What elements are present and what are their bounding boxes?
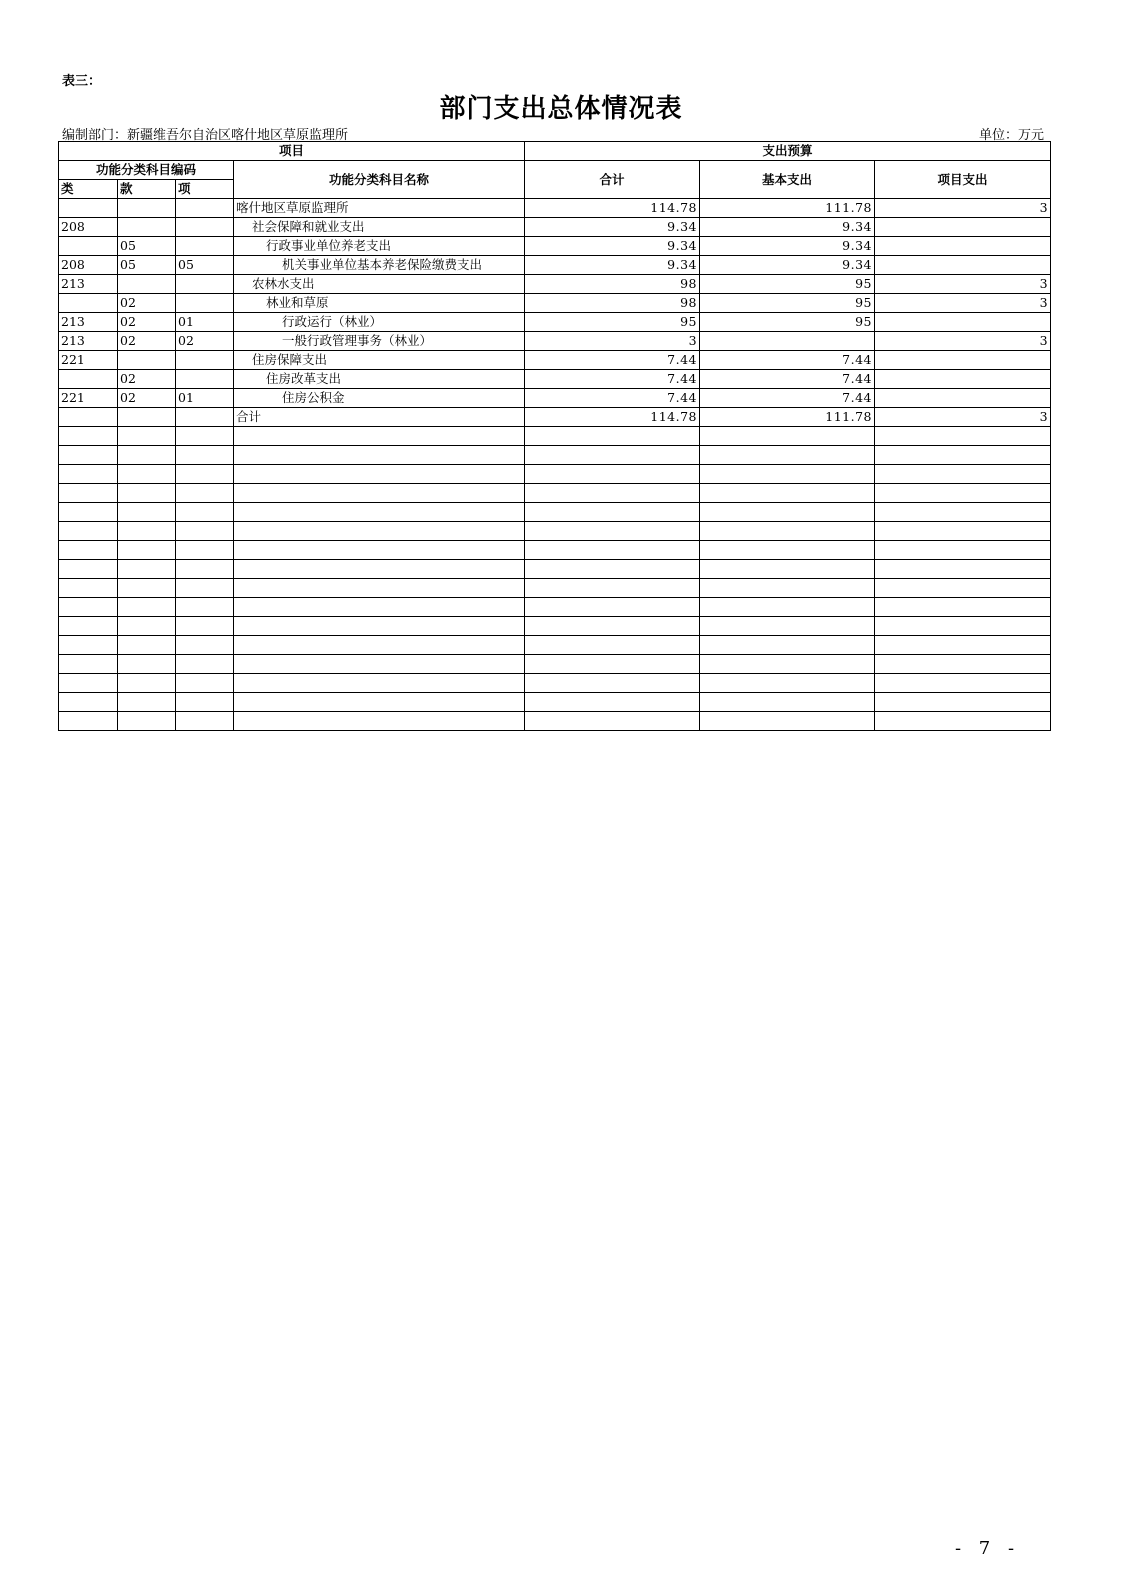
cell-total: 7.44: [525, 370, 700, 389]
empty-cell: [875, 674, 1051, 693]
cell-lei: 221: [59, 351, 118, 370]
empty-cell: [525, 446, 700, 465]
empty-cell: [59, 693, 118, 712]
cell-project: [875, 218, 1051, 237]
empty-cell: [118, 674, 176, 693]
table-row: [59, 313, 1051, 332]
empty-cell: [525, 465, 700, 484]
cell-basic: 9.34: [700, 218, 875, 237]
header-xiang: 项: [176, 180, 234, 199]
empty-cell: [234, 693, 525, 712]
empty-cell: [176, 560, 234, 579]
cell-kuan: [118, 275, 176, 294]
empty-cell: [234, 503, 525, 522]
cell-project: [875, 370, 1051, 389]
cell-kuan: 02: [118, 370, 176, 389]
empty-cell: [176, 712, 234, 731]
cell-project: [875, 351, 1051, 370]
cell-total: 98: [525, 275, 700, 294]
table-body: [59, 199, 1051, 731]
empty-cell: [700, 427, 875, 446]
empty-cell: [59, 655, 118, 674]
empty-row: [59, 522, 1051, 541]
empty-cell: [59, 560, 118, 579]
cell-name: 社会保障和就业支出: [234, 218, 525, 237]
cell-basic: 9.34: [700, 237, 875, 256]
empty-cell: [59, 712, 118, 731]
empty-cell: [118, 427, 176, 446]
cell-project: [875, 389, 1051, 408]
empty-cell: [700, 674, 875, 693]
cell-name: 喀什地区草原监理所: [234, 199, 525, 218]
cell-xiang: 01: [176, 313, 234, 332]
cell-lei: 221: [59, 389, 118, 408]
table-row: [59, 294, 1051, 313]
empty-cell: [700, 693, 875, 712]
empty-cell: [234, 484, 525, 503]
empty-cell: [875, 598, 1051, 617]
empty-cell: [176, 427, 234, 446]
empty-cell: [875, 693, 1051, 712]
cell-total: 7.44: [525, 351, 700, 370]
empty-cell: [59, 427, 118, 446]
empty-cell: [875, 522, 1051, 541]
empty-cell: [525, 598, 700, 617]
empty-cell: [700, 465, 875, 484]
empty-cell: [700, 617, 875, 636]
empty-cell: [176, 541, 234, 560]
empty-cell: [700, 712, 875, 731]
cell-kuan: 02: [118, 332, 176, 351]
cell-total: 3: [525, 332, 700, 351]
empty-row: [59, 446, 1051, 465]
cell-project: 3: [875, 294, 1051, 313]
cell-name: 林业和草原: [234, 294, 525, 313]
cell-name: 农林水支出: [234, 275, 525, 294]
empty-cell: [525, 427, 700, 446]
cell-basic: 111.78: [700, 199, 875, 218]
table-row: [59, 370, 1051, 389]
cell-xiang: [176, 408, 234, 427]
empty-cell: [525, 655, 700, 674]
empty-cell: [176, 693, 234, 712]
unit-label: 单位：万元: [978, 128, 1044, 143]
empty-cell: [118, 693, 176, 712]
empty-cell: [525, 674, 700, 693]
empty-cell: [234, 617, 525, 636]
header-budget: 支出预算: [525, 142, 1051, 161]
cell-total: 98: [525, 294, 700, 313]
empty-cell: [875, 712, 1051, 731]
empty-cell: [234, 446, 525, 465]
empty-cell: [700, 446, 875, 465]
empty-row: [59, 560, 1051, 579]
empty-cell: [875, 655, 1051, 674]
empty-cell: [118, 579, 176, 598]
empty-cell: [525, 617, 700, 636]
header-kuan: 款: [118, 180, 176, 199]
empty-cell: [875, 446, 1051, 465]
cell-xiang: [176, 199, 234, 218]
empty-cell: [700, 522, 875, 541]
cell-lei: [59, 199, 118, 218]
empty-cell: [59, 522, 118, 541]
cell-lei: 208: [59, 218, 118, 237]
empty-cell: [525, 560, 700, 579]
cell-total: 9.34: [525, 237, 700, 256]
cell-basic: 95: [700, 313, 875, 332]
empty-cell: [875, 560, 1051, 579]
empty-cell: [525, 712, 700, 731]
empty-row: [59, 503, 1051, 522]
empty-cell: [176, 484, 234, 503]
empty-row: [59, 617, 1051, 636]
cell-project: [875, 256, 1051, 275]
empty-cell: [234, 579, 525, 598]
empty-cell: [176, 446, 234, 465]
empty-cell: [234, 427, 525, 446]
empty-cell: [700, 579, 875, 598]
cell-kuan: 02: [118, 313, 176, 332]
empty-cell: [176, 674, 234, 693]
empty-row: [59, 674, 1051, 693]
empty-cell: [234, 560, 525, 579]
empty-cell: [118, 655, 176, 674]
cell-project: 3: [875, 275, 1051, 294]
cell-project: 3: [875, 199, 1051, 218]
empty-cell: [875, 503, 1051, 522]
cell-total: 9.34: [525, 256, 700, 275]
cell-name: 机关事业单位基本养老保险缴费支出: [234, 256, 525, 275]
cell-lei: 213: [59, 313, 118, 332]
cell-basic: [700, 332, 875, 351]
table-row: [59, 389, 1051, 408]
cell-xiang: 02: [176, 332, 234, 351]
header-total: 合计: [525, 161, 700, 199]
cell-basic: 95: [700, 294, 875, 313]
cell-lei: [59, 294, 118, 313]
cell-kuan: [118, 218, 176, 237]
empty-cell: [176, 465, 234, 484]
table-row: [59, 237, 1051, 256]
cell-name: 住房公积金: [234, 389, 525, 408]
empty-cell: [59, 465, 118, 484]
cell-name: 行政运行（林业）: [234, 313, 525, 332]
empty-cell: [118, 446, 176, 465]
cell-basic: 7.44: [700, 351, 875, 370]
empty-row: [59, 693, 1051, 712]
cell-basic: 111.78: [700, 408, 875, 427]
cell-kuan: 02: [118, 294, 176, 313]
department-label: 编制部门：新疆维吾尔自治区喀什地区草原监理所: [62, 128, 349, 143]
cell-basic: 9.34: [700, 256, 875, 275]
empty-row: [59, 655, 1051, 674]
cell-xiang: [176, 218, 234, 237]
empty-cell: [875, 427, 1051, 446]
empty-cell: [525, 579, 700, 598]
cell-basic: 7.44: [700, 389, 875, 408]
cell-project: 3: [875, 408, 1051, 427]
empty-cell: [176, 598, 234, 617]
empty-cell: [176, 636, 234, 655]
cell-lei: 208: [59, 256, 118, 275]
cell-total: 114.78: [525, 199, 700, 218]
empty-row: [59, 636, 1051, 655]
cell-name: 行政事业单位养老支出: [234, 237, 525, 256]
empty-cell: [118, 560, 176, 579]
empty-cell: [875, 541, 1051, 560]
empty-cell: [234, 712, 525, 731]
cell-project: [875, 313, 1051, 332]
empty-row: [59, 598, 1051, 617]
cell-total: 114.78: [525, 408, 700, 427]
cell-xiang: [176, 351, 234, 370]
empty-cell: [118, 617, 176, 636]
cell-lei: 213: [59, 332, 118, 351]
empty-cell: [234, 541, 525, 560]
empty-cell: [700, 484, 875, 503]
cell-xiang: [176, 237, 234, 256]
cell-kuan: [118, 408, 176, 427]
empty-cell: [700, 598, 875, 617]
empty-cell: [700, 560, 875, 579]
cell-lei: [59, 370, 118, 389]
table-row: [59, 218, 1051, 237]
empty-cell: [118, 636, 176, 655]
table-row: [59, 256, 1051, 275]
header-name: 功能分类科目名称: [234, 161, 525, 199]
empty-row: [59, 465, 1051, 484]
cell-xiang: 01: [176, 389, 234, 408]
empty-cell: [700, 541, 875, 560]
empty-cell: [875, 579, 1051, 598]
cell-xiang: 05: [176, 256, 234, 275]
empty-cell: [118, 484, 176, 503]
header-lei: 类: [59, 180, 118, 199]
empty-cell: [176, 522, 234, 541]
cell-total: 95: [525, 313, 700, 332]
empty-cell: [525, 503, 700, 522]
empty-cell: [118, 465, 176, 484]
empty-cell: [525, 522, 700, 541]
empty-cell: [234, 636, 525, 655]
cell-xiang: [176, 370, 234, 389]
empty-cell: [234, 674, 525, 693]
empty-cell: [176, 655, 234, 674]
empty-row: [59, 541, 1051, 560]
empty-cell: [700, 655, 875, 674]
empty-cell: [118, 712, 176, 731]
table-row: [59, 199, 1051, 218]
empty-cell: [234, 465, 525, 484]
empty-cell: [118, 503, 176, 522]
cell-total: 7.44: [525, 389, 700, 408]
empty-row: [59, 579, 1051, 598]
empty-cell: [176, 579, 234, 598]
cell-xiang: [176, 294, 234, 313]
empty-cell: [59, 674, 118, 693]
cell-name: 住房保障支出: [234, 351, 525, 370]
empty-cell: [59, 598, 118, 617]
cell-kuan: 05: [118, 256, 176, 275]
empty-cell: [59, 541, 118, 560]
empty-cell: [118, 541, 176, 560]
empty-cell: [234, 655, 525, 674]
empty-cell: [525, 484, 700, 503]
empty-cell: [234, 598, 525, 617]
table-number-label: 表三：: [62, 74, 102, 89]
empty-cell: [525, 636, 700, 655]
empty-cell: [875, 484, 1051, 503]
empty-cell: [875, 465, 1051, 484]
empty-cell: [700, 636, 875, 655]
cell-project: [875, 237, 1051, 256]
empty-cell: [875, 636, 1051, 655]
cell-total: 9.34: [525, 218, 700, 237]
cell-lei: [59, 237, 118, 256]
cell-lei: 213: [59, 275, 118, 294]
cell-basic: 7.44: [700, 370, 875, 389]
empty-row: [59, 427, 1051, 446]
empty-cell: [875, 617, 1051, 636]
cell-project: 3: [875, 332, 1051, 351]
empty-cell: [59, 446, 118, 465]
cell-basic: 95: [700, 275, 875, 294]
empty-cell: [59, 579, 118, 598]
cell-kuan: [118, 199, 176, 218]
empty-cell: [525, 541, 700, 560]
cell-lei: [59, 408, 118, 427]
cell-kuan: [118, 351, 176, 370]
empty-cell: [525, 693, 700, 712]
empty-cell: [118, 522, 176, 541]
page-number: - 7 -: [955, 1538, 1021, 1559]
page-title: 部门支出总体情况表: [439, 94, 683, 124]
header-code-group: 功能分类科目编码: [59, 161, 234, 180]
header-project-expenditure: 项目支出: [875, 161, 1051, 199]
cell-kuan: 02: [118, 389, 176, 408]
empty-cell: [59, 617, 118, 636]
table-header: [59, 142, 1051, 199]
table-row: [59, 351, 1051, 370]
table-row: [59, 408, 1051, 427]
empty-cell: [176, 617, 234, 636]
cell-xiang: [176, 275, 234, 294]
cell-kuan: 05: [118, 237, 176, 256]
empty-cell: [118, 598, 176, 617]
header-basic: 基本支出: [700, 161, 875, 199]
cell-name: 一般行政管理事务（林业）: [234, 332, 525, 351]
empty-cell: [700, 503, 875, 522]
cell-name: 合计: [234, 408, 525, 427]
empty-row: [59, 712, 1051, 731]
table-row: [59, 332, 1051, 351]
empty-cell: [59, 636, 118, 655]
expenditure-table: [58, 141, 1051, 731]
header-project: 项目: [59, 142, 525, 161]
empty-cell: [59, 503, 118, 522]
empty-row: [59, 484, 1051, 503]
empty-cell: [234, 522, 525, 541]
empty-cell: [176, 503, 234, 522]
table-row: [59, 275, 1051, 294]
empty-cell: [59, 484, 118, 503]
cell-name: 住房改革支出: [234, 370, 525, 389]
